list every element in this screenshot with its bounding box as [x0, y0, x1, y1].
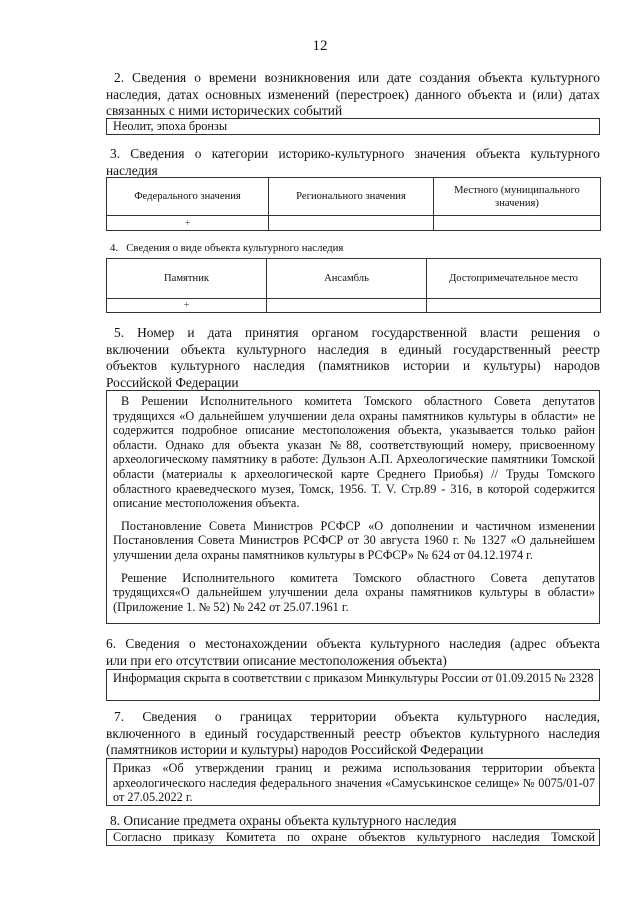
section-2-value-box	[106, 118, 600, 135]
section-5-heading-line: 5. Номер и дата принятия органом государственной власти решения о	[114, 325, 600, 340]
section-6-heading	[106, 636, 600, 669]
section-3-col-regional: Регионального значения	[269, 178, 434, 216]
section-4-col-monument: Памятник	[107, 259, 267, 299]
section-6-heading-line: или при его отсутствии описание местоположения объекта)	[106, 652, 447, 668]
section-4-val-monument: +	[107, 299, 267, 313]
section-7-heading-line: (памятников истории и культуры) народов Российской Федерации	[106, 742, 484, 757]
section-7-value: Приказ «Об утверждении границ и режима использования территории объекта археологического наследия федерального значения «Самуськинское селище» № 0075/01-07 от 27.05.2022 г.	[113, 761, 595, 805]
section-5-heading-line: Российской Федерации	[106, 374, 239, 390]
section-3-heading	[106, 146, 600, 179]
section-5-heading-line: включении объекта культурного наследия в единый государственный реестр	[106, 341, 600, 357]
section-6-value-box	[106, 669, 600, 701]
section-3-val-federal: +	[107, 216, 269, 231]
section-6-value: Информация скрыта в соответствии с приказом Минкультуры России от 01.09.2015 № 2328	[113, 671, 594, 685]
section-2-heading-line: наследия, датах основных изменений (перестроек) данного объекта и (или) датах	[106, 86, 600, 102]
section-3-heading-line: 3. Сведения о категории историко-культурного значения объекта культурного	[110, 146, 600, 161]
section-3-table	[106, 177, 601, 231]
section-4-heading: 4. Сведения о виде объекта культурного наследия	[110, 242, 344, 254]
section-5-paragraph: В Решении Исполнительного комитета Томского областного Совета депутатов трудящихся «О дальнейшем улучшении дела охраны памятников культуры в области» не содержится подробное описание местоположения объекта, указывается только район области. Однако для объекта указан №88, соответствующий номеру, присвоенному археологическому памятнику в работе: Дульзон А.П. Археологические памятники Томской области (материалы к археологической карте Среднего Приобья) // Труды Томского областного краеведческого музея, Томск, 1956. T. V. Стр.89 - 316, в которой содержится описание местоположения объекта.	[113, 394, 595, 511]
section-7-heading-line: 7. Сведения о границах территории объекта культурного наследия,	[114, 709, 600, 724]
section-6-heading-line: 6. Сведения о местонахождении объекта культурного наследия (адрес объекта	[106, 636, 600, 651]
section-5-heading	[106, 325, 600, 391]
section-7-value-box	[106, 758, 600, 806]
section-2-value: Неолит, эпоха бронзы	[113, 119, 228, 133]
section-5-paragraph: Постановление Совета Министров РСФСР «О дополнении и частичном изменении Постановления Совета Министров РСФСР от 30 августа 1960 г. № 1327 «О дальнейшем улучшении дела охраны памятников культуры в РСФСР» № 624 от 04.12.1974 г.	[113, 518, 595, 562]
section-8-value: Согласно приказу Комитета по охране объектов культурного наследия Томской	[113, 830, 595, 844]
section-5-heading-line: объектов культурного наследия (памятников истории и культуры) народов	[106, 358, 600, 373]
section-4-val-ensemble	[267, 299, 427, 313]
section-2-heading-line: 2. Сведения о времени возникновения или дате создания объекта культурного	[114, 70, 600, 85]
section-4-col-landmark: Достопримечательное место	[427, 259, 601, 299]
page-number: 12	[312, 38, 328, 54]
section-3-heading-line: наследия	[106, 162, 158, 178]
section-4-val-landmark	[427, 299, 601, 313]
section-2-heading-line: связанных с ними исторических событий	[106, 103, 343, 118]
section-7-heading-line: включенного в единый государственный реестр объектов культурного наследия	[106, 725, 600, 741]
section-3-val-regional	[269, 216, 434, 231]
section-7-heading	[106, 709, 600, 759]
section-4-col-ensemble: Ансамбль	[267, 259, 427, 299]
section-2-heading	[106, 70, 600, 120]
section-5-value-box	[106, 390, 600, 624]
section-3-col-federal: Федерального значения	[107, 178, 269, 216]
section-5-paragraph: Решение Исполнительного комитета Томского областного Совета депутатов трудящихся«О дальнейшем улучшении дела охраны памятников культуры в области» (Приложение 1. № 52) № 242 от 25.07.1961 г.	[113, 570, 595, 614]
section-8-value-box	[106, 829, 600, 846]
section-3-val-local	[434, 216, 601, 231]
section-4-table	[106, 258, 601, 313]
section-3-col-local: Местного (муниципального значения)	[434, 178, 601, 216]
section-8-heading: 8. Описание предмета охраны объекта культурного наследия	[110, 813, 457, 828]
